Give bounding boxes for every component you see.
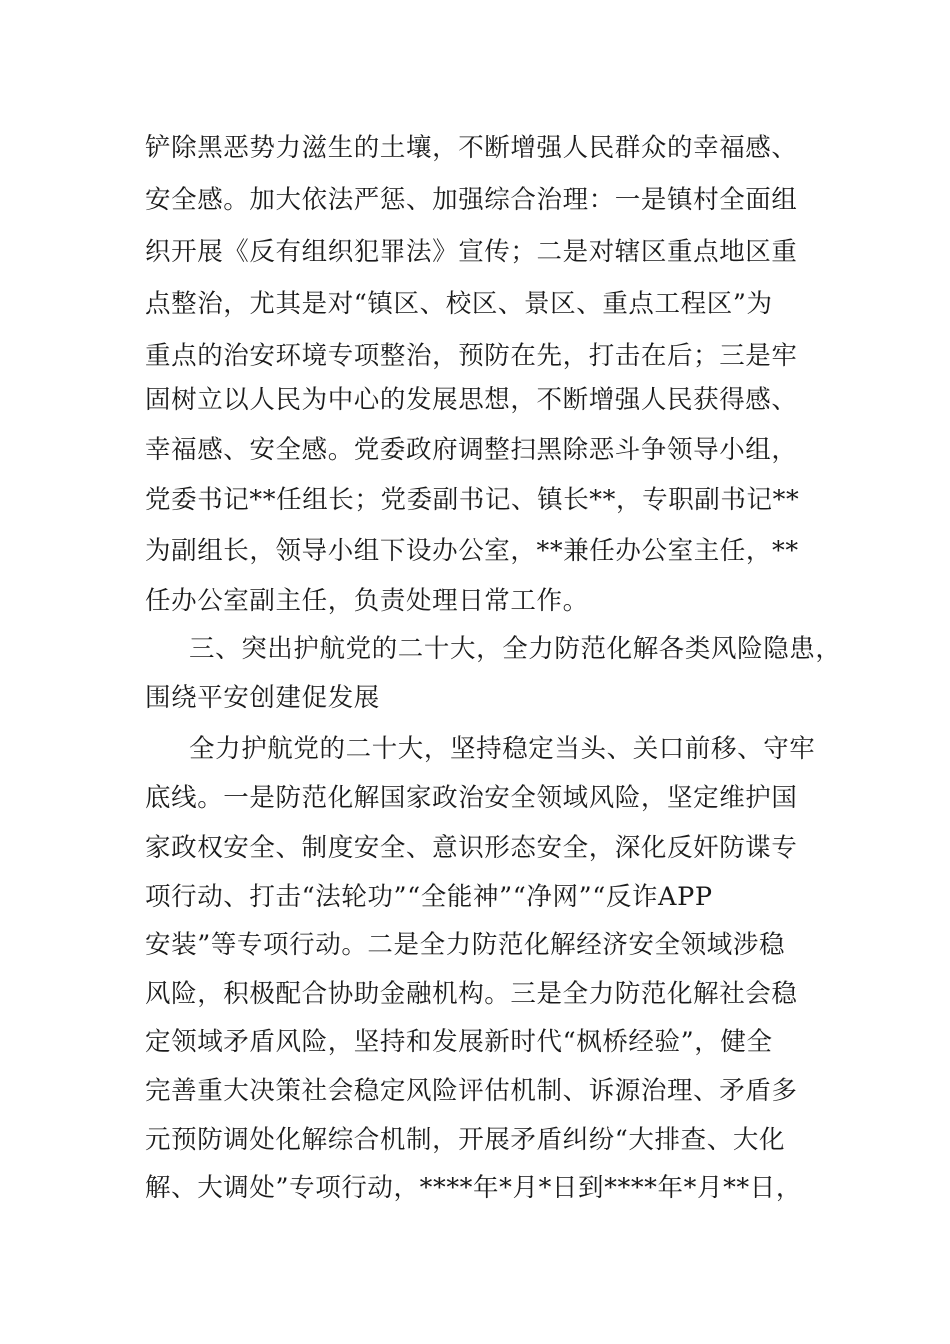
text-line: 铲除黑恶势力滋生的土壤，不断增强人民群众的幸福感、	[145, 133, 798, 163]
text-line: 党委书记**任组长；党委副书记、镇长**，专职副书记**	[145, 485, 800, 515]
text-line: 安全感。加大依法严惩、加强综合治理：一是镇村全面组	[145, 185, 798, 215]
text-line: 定领域矛盾风险，坚持和发展新时代“枫桥经验”，健全	[145, 1027, 773, 1057]
section-heading-continued: 围绕平安创建促发展	[145, 683, 380, 713]
text-line: 家政权安全、制度安全、意识形态安全，深化反奸防谍专	[145, 833, 798, 863]
text-line: 重点的治安环境专项整治，预防在先，打击在后；三是牢	[145, 341, 798, 371]
text-line: 元预防调处化解综合机制，开展矛盾纠纷“大排查、大化	[145, 1125, 786, 1155]
text-line: 幸福感、安全感。党委政府调整扫黑除恶斗争领导小组，	[145, 435, 798, 465]
text-line: 任办公室副主任，负责处理日常工作。	[145, 586, 589, 616]
text-line: 安装”等专项行动。二是全力防范化解经济安全领域涉稳	[145, 930, 786, 960]
text-line: 点整治，尤其是对“镇区、校区、景区、重点工程区”为	[145, 289, 773, 319]
text-line: 完善重大决策社会稳定风险评估机制、诉源治理、矛盾多	[145, 1076, 798, 1106]
text-line: 底线。一是防范化解国家政治安全领域风险，坚定维护国	[145, 783, 798, 813]
paragraph-first-line: 全力护航党的二十大，坚持稳定当头、关口前移、守牢	[189, 734, 816, 764]
text-line: 风险，积极配合协助金融机构。三是全力防范化解社会稳	[145, 979, 798, 1009]
text-line: 固树立以人民为中心的发展思想，不断增强人民获得感、	[145, 385, 798, 415]
text-line: 项行动、打击“法轮功”“全能神”“净网”“反诈APP	[145, 882, 713, 912]
text-line: 为副组长，领导小组下设办公室，**兼任办公室主任，**	[145, 536, 799, 566]
text-line: 解、大调处”专项行动，****年*月*日到****年*月**日，	[145, 1173, 802, 1203]
text-line: 织开展《反有组织犯罪法》宣传；二是对辖区重点地区重	[145, 237, 798, 267]
section-heading: 三、突出护航党的二十大，全力防范化解各类风险隐患，	[189, 634, 842, 664]
